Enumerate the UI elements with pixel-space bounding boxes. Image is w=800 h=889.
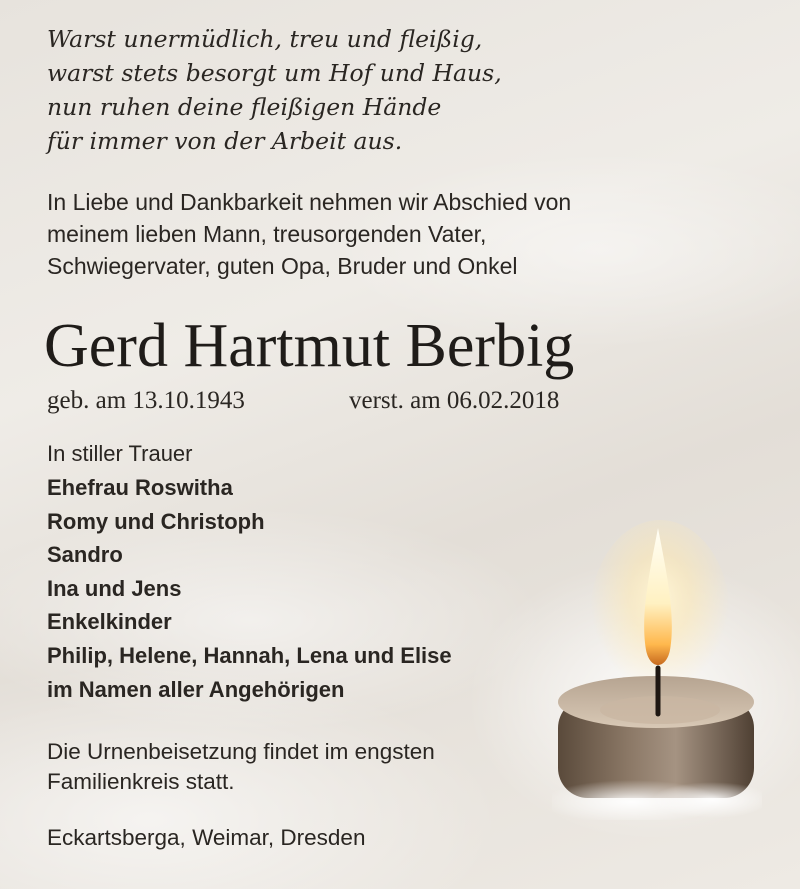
mourner-2: Romy und Christoph [47,509,265,534]
burial-line-1: Die Urnenbeisetzung findet im engsten [47,739,435,764]
places: Eckartsberga, Weimar, Dresden [47,825,366,850]
intro-line-3: Schwiegervater, guten Opa, Bruder und Onkel [47,253,518,279]
poem-line-1: Warst unermüdlich, treu und fleißig, [47,25,483,53]
mourner-1: Ehefrau Roswitha [47,475,233,500]
candle-icon [552,520,762,820]
mourner-7: im Namen aller Angehörigen [47,677,345,702]
mourning-heading: In stiller Trauer [47,441,193,466]
birth-date: geb. am 13.10.1943 [47,387,245,414]
mourner-6: Philip, Helene, Hannah, Lena und Elise [47,643,452,668]
burial-line-2: Familienkreis statt. [47,769,235,794]
poem-line-4: für immer von der Arbeit aus. [47,127,403,155]
poem-line-2: warst stets besorgt um Hof und Haus, [47,59,502,87]
mourner-4: Ina und Jens [47,576,182,601]
mourner-3: Sandro [47,542,123,567]
deceased-name: Gerd Hartmut Berbig [44,312,575,380]
poem-line-3: nun ruhen deine fleißigen Hände [47,93,442,121]
death-date: verst. am 06.02.2018 [349,387,560,414]
intro-line-2: meinem lieben Mann, treusorgenden Vater, [47,221,487,247]
mourner-5: Enkelkinder [47,609,172,634]
intro-line-1: In Liebe und Dankbarkeit nehmen wir Abschied von [47,189,572,215]
